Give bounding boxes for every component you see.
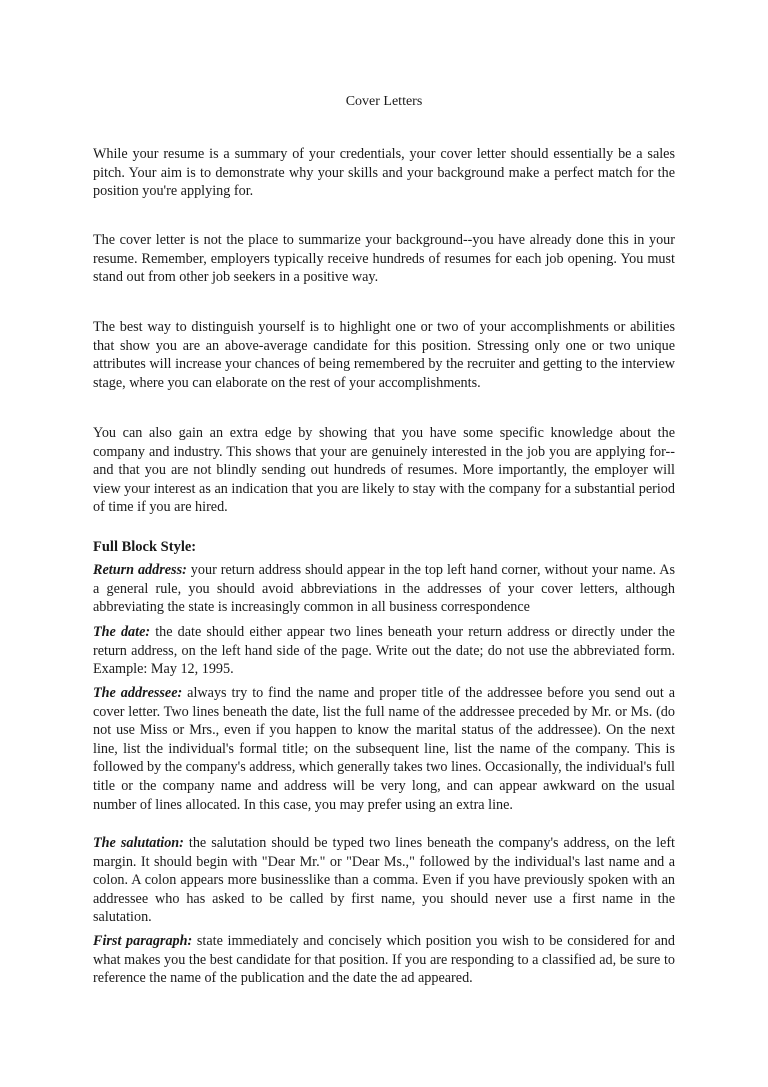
- section-salutation: [93, 834, 675, 927]
- section-date: [93, 623, 675, 679]
- intro-paragraph-3: The best way to distinguish yourself is to highlight one or two of your accomplishments or abilities that show you are an above-average candidate for this position. Stressing only one or two unique attributes will increase your chances of being remembered by the recruiter and getting to the interview stage, where you can elaborate on the rest of your accomplishments.: [93, 319, 675, 391]
- text-addressee: always try to find the name and proper title of the addressee before you send out a cover letter. Two lines beneath the date, list the full name of the addressee preceded by Mr. or Ms. (do not use Miss or Mrs., even if you happen to know the marital status of the addressee). On the next line, list the individual's formal title; on the subsequent line, list the name of the company. This is followed by the company's address, which generally takes two lines. Occasionally, the individual's full title or the company name and address will be very long, and can appear awkward on the usual number of lines allocated. In this case, you may prefer using an extra line.: [93, 685, 675, 813]
- section-first-paragraph: [93, 932, 675, 988]
- term-return-address: Return address:: [93, 562, 187, 578]
- text-return-address: your return address should appear in the top left hand corner, without your name. As a general rule, you should avoid abbreviations in the addresses of your cover letters, although abbreviating the state is increasingly common in all business correspondence: [93, 562, 675, 616]
- text-salutation: the salutation should be typed two lines beneath the company's address, on the left margin. It should begin with "Dear Mr." or "Dear Ms.," followed by the individual's last name and a colon. A colon appears more businesslike than a comma. Even if you have previously spoken with an addressee who has asked to be called by first name, you should never use a first name in the salutation.: [93, 835, 676, 926]
- section-addressee: [93, 684, 675, 814]
- section-return-address: [93, 561, 675, 617]
- text-first-paragraph: state immediately and concisely which position you wish to be considered for and what makes you the best candidate for that position. If you are responding to a classified ad, be sure to reference the name of the publication and the date the ad appeared.: [93, 933, 675, 987]
- term-salutation: The salutation:: [93, 835, 184, 851]
- page-title: Cover Letters: [345, 94, 423, 109]
- section-heading: Full Block Style:: [93, 539, 197, 555]
- intro-paragraph-1: While your resume is a summary of your credentials, your cover letter should essentially be a sales pitch. Your aim is to demonstrate why your skills and your background make a perfect match for the position you're applying for.: [93, 146, 675, 200]
- intro-paragraph-4: You can also gain an extra edge by showing that you have some specific knowledge about the company and industry. This shows that your are genuinely interested in the job you are applying for--and that you are not blindly sending out hundreds of resumes. More importantly, the employer will view your interest as an indication that you are likely to stay with the company for a substantial period of time if you are hired.: [93, 425, 675, 516]
- text-date: the date should either appear two lines beneath your return address or directly under the return address, on the left hand side of the page. Write out the date; do not use the abbreviated form. Example: May 12, 1995.: [93, 624, 675, 678]
- intro-paragraph-2: The cover letter is not the place to summarize your background--you have already done this in your resume. Remember, employers typically receive hundreds of resumes for each job opening. You must stand out from other job seekers in a positive way.: [93, 232, 675, 286]
- term-first-paragraph: First paragraph:: [93, 933, 193, 949]
- term-addressee: The addressee:: [93, 685, 183, 701]
- term-date: The date:: [93, 624, 151, 640]
